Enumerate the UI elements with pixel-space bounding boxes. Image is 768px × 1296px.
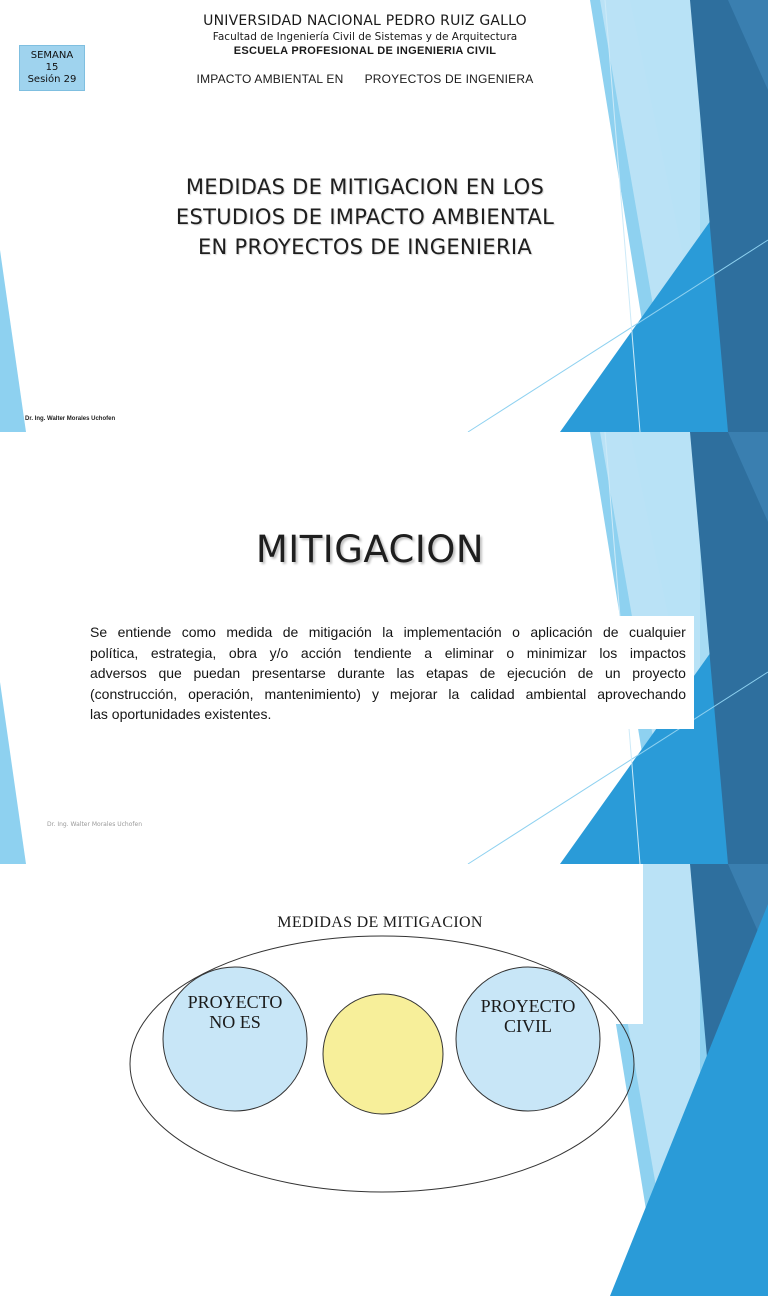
title-line: MEDIDAS DE MITIGACION EN LOS [185, 175, 545, 199]
school-name: ESCUELA PROFESIONAL DE INGENIERIA CIVIL [233, 45, 497, 57]
course-name [150, 72, 580, 86]
slide-1-title [150, 172, 580, 262]
university-name: UNIVERSIDAD NACIONAL PEDRO RUIZ GALLO [203, 13, 527, 29]
week-number: 15 [45, 62, 59, 73]
paragraph-line: las oportunidades existentes. [90, 706, 272, 723]
week-session-badge [19, 45, 85, 91]
definition-paragraph [82, 616, 694, 729]
slide-2-title: MITIGACION [255, 528, 485, 571]
node-left-label: PROYECTO NO ES [187, 992, 283, 1032]
week-label: SEMANA [30, 50, 74, 61]
paragraph-line: Se entiende como medida de mitigación la implementación o aplicación de cualquier [90, 624, 686, 640]
course-name-part2: PROYECTOS DE INGENIERA [364, 72, 534, 86]
slide-2 [0, 432, 768, 864]
node-center [323, 994, 443, 1114]
paragraph-line: adversos que puedan presentarse durante las etapas de ejecución de un proyecto [90, 665, 686, 682]
diagram-title: MEDIDAS DE MITIGACION [277, 914, 483, 931]
slide-1 [0, 0, 768, 432]
node-right [456, 967, 600, 1111]
node-left [163, 967, 307, 1111]
title-line: EN PROYECTOS DE INGENIERIA [197, 235, 533, 259]
author-credit: Dr. Ing. Walter Morales Uchofen [47, 821, 143, 828]
session-label: Sesión 29 [27, 74, 77, 85]
course-name-part1: IMPACTO AMBIENTAL EN [196, 72, 344, 86]
faculty-name: Facultad de Ingeniería Civil de Sistemas y de Arquitectura [212, 31, 518, 43]
slide-3 [0, 864, 768, 1036]
author-credit: Dr. Ing. Walter Morales Uchofen [25, 416, 116, 422]
title-line: ESTUDIOS DE IMPACTO AMBIENTAL [175, 205, 555, 229]
paragraph-line: (construcción, operación, mantenimiento) y mejorar la calidad ambiental aprovechando [90, 685, 686, 702]
paragraph-line: política, estrategia, obra y/o acción tendiente a eliminar o minimizar los impactos [90, 644, 686, 661]
node-right-label: PROYECTO CIVIL [480, 996, 576, 1036]
